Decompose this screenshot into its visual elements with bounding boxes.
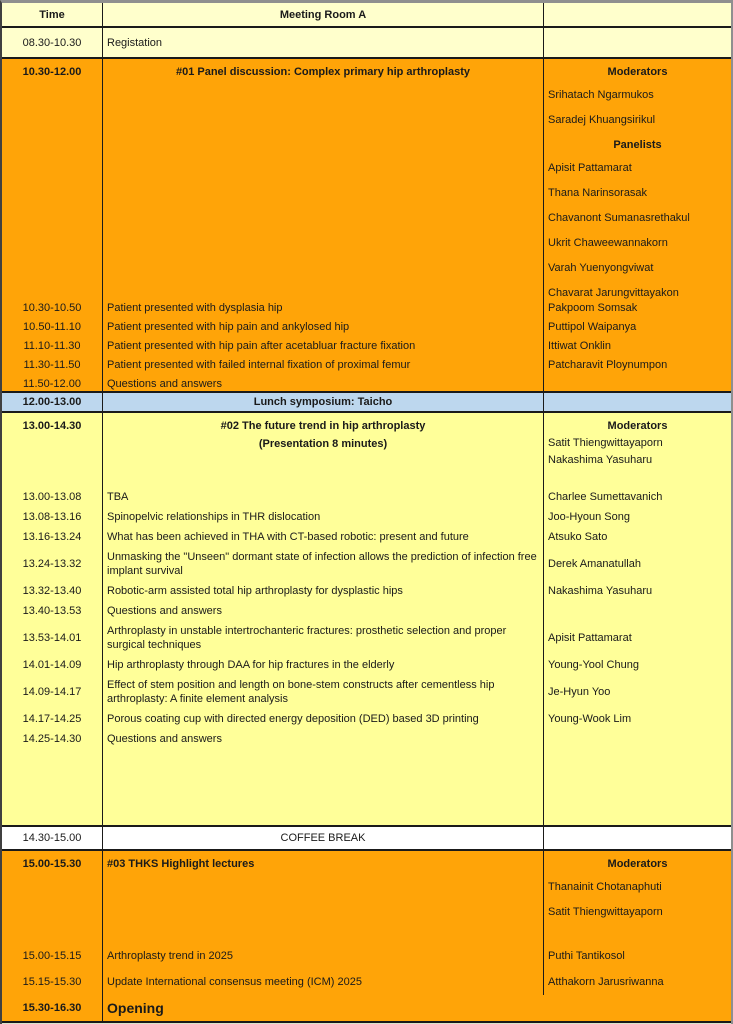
agenda-speaker: Puthi Tantikosol	[543, 943, 731, 969]
moderator-name: Satit Thiengwittayaporn	[548, 437, 663, 449]
session1-title: #01 Panel discussion: Complex primary hip arthroplasty	[175, 66, 471, 78]
session1-time: 10.30-12.00	[22, 66, 82, 78]
agenda-row	[2, 581, 731, 601]
agenda-topic: Patient presented with failed internal fixation of proximal femur	[102, 355, 543, 375]
agenda-time: 14.09-14.17	[22, 686, 82, 698]
moderator-name: Satit Thiengwittayaporn	[548, 906, 663, 918]
registration-row	[2, 28, 731, 57]
agenda-speaker: Young-Wook Lim	[543, 709, 731, 729]
opening-row	[2, 995, 731, 1021]
agenda-topic: Questions and answers	[102, 601, 543, 621]
agenda-speaker: Atthakorn Jarusriwanna	[543, 969, 731, 995]
session3-time: 15.00-15.30	[22, 858, 82, 870]
moderators-label: Moderators	[607, 420, 668, 432]
agenda-row	[2, 621, 731, 655]
agenda-time: 13.08-13.16	[22, 511, 82, 523]
agenda-topic: TBA	[102, 487, 543, 507]
lunch-label: Lunch symposium: Taicho	[102, 393, 543, 411]
agenda-topic: Robotic-arm assisted total hip arthroplasty for dysplastic hips	[102, 581, 543, 601]
agenda-time: 10.30-10.50	[22, 302, 82, 314]
agenda-speaker: Je-Hyun Yoo	[543, 675, 731, 709]
time-column-header: Time	[39, 8, 65, 21]
agenda-row	[2, 336, 731, 355]
moderator-name: Nakashima Yasuharu	[548, 454, 653, 466]
opening-time: 15.30-16.30	[22, 1002, 82, 1014]
coffee-label: COFFEE BREAK	[102, 827, 543, 849]
agenda-topic: Update International consensus meeting (ICM) 2025	[102, 969, 543, 995]
agenda-speaker	[543, 729, 731, 749]
agenda-row	[2, 969, 731, 995]
agenda-row	[2, 675, 731, 709]
moderators-label: Moderators	[607, 66, 668, 78]
session1-header	[2, 59, 731, 298]
session3-header	[2, 851, 731, 943]
agenda-topic: Questions and answers	[102, 374, 543, 394]
panelist-name: Thana Narinsorasak	[548, 187, 648, 199]
coffee-time: 14.30-15.00	[22, 832, 82, 844]
agenda-time: 10.50-11.10	[23, 321, 81, 333]
coffee-row	[2, 825, 731, 851]
moderators-label: Moderators	[607, 858, 668, 870]
agenda-time: 14.17-14.25	[22, 713, 82, 725]
agenda-topic: Patient presented with hip pain after acetabluar fracture fixation	[102, 336, 543, 356]
agenda-row	[2, 487, 731, 507]
agenda-speaker: Apisit Pattamarat	[543, 621, 731, 655]
agenda-time: 11.30-11.50	[23, 359, 81, 371]
coffee-speaker-cell	[543, 827, 731, 849]
agenda-topic: Porous coating cup with directed energy deposition (DED) based 3D printing	[102, 709, 543, 729]
agenda-topic: Effect of stem position and length on bone-stem constructs after cementless hip arthroplasty: A finite element analysis	[102, 675, 543, 709]
agenda-time: 13.40-13.53	[22, 605, 82, 617]
agenda-topic: Spinopelvic relationships in THR dislocation	[102, 507, 543, 527]
panelists-label: Panelists	[613, 139, 662, 151]
agenda-topic: What has been achieved in THA with CT-based robotic: present and future	[102, 527, 543, 547]
header-row	[2, 3, 731, 28]
agenda-row	[2, 317, 731, 336]
agenda-speaker: Puttipol Waipanya	[543, 317, 731, 337]
lunch-row	[2, 391, 731, 413]
session1-people	[544, 59, 731, 300]
agenda-speaker: Nakashima Yasuharu	[543, 581, 731, 601]
session3-section	[2, 851, 731, 1021]
agenda-speaker: Atsuko Sato	[543, 527, 731, 547]
agenda-topic: Patient presented with hip pain and ankylosed hip	[102, 317, 543, 337]
lunch-speaker-cell	[543, 393, 731, 411]
room-column-header: Meeting Room A	[102, 3, 543, 26]
agenda-speaker: Patcharavit Ploynumpon	[543, 355, 731, 375]
agenda-speaker: Joo-Hyoun Song	[543, 507, 731, 527]
agenda-row	[2, 298, 731, 317]
moderator-name: Thanainit Chotanaphuti	[548, 881, 662, 893]
agenda-row	[2, 355, 731, 374]
session2-section	[2, 413, 731, 825]
panelist-name: Apisit Pattamarat	[548, 162, 632, 174]
panelist-name: Chavarat Jarungvittayakon	[548, 287, 679, 299]
agenda-topic: Arthroplasty in unstable intertrochanteric fractures: prosthetic selection and proper surgical techniques	[102, 621, 543, 655]
agenda-row	[2, 507, 731, 527]
agenda-time: 11.10-11.30	[23, 340, 81, 352]
session1-section	[2, 57, 731, 391]
session2-filler	[2, 749, 731, 825]
agenda-time: 13.24-13.32	[22, 558, 82, 570]
lunch-time: 12.00-13.00	[22, 396, 82, 408]
agenda-time: 15.00-15.15	[22, 950, 82, 962]
agenda-speaker: Young-Yool Chung	[543, 655, 731, 675]
panelist-name: Chavanont Sumanasrethakul	[548, 212, 690, 224]
agenda-time: 15.15-15.30	[22, 976, 82, 988]
session2-title: #02 The future trend in hip arthroplasty	[220, 420, 426, 432]
session3-people	[544, 851, 731, 919]
agenda-speaker: Ittiwat Onklin	[543, 336, 731, 356]
agenda-row	[2, 729, 731, 749]
agenda-time: 13.16-13.24	[22, 531, 82, 543]
agenda-topic: Questions and answers	[102, 729, 543, 749]
agenda-speaker: Charlee Sumettavanich	[543, 487, 731, 507]
agenda-topic: Unmasking the "Unseen" dormant state of infection allows the prediction of infection free implant survival	[102, 547, 543, 581]
agenda-row	[2, 547, 731, 581]
agenda-topic: Hip arthroplasty through DAA for hip fractures in the elderly	[102, 655, 543, 675]
agenda-row	[2, 527, 731, 547]
agenda-time: 14.25-14.30	[22, 733, 82, 745]
agenda-row	[2, 601, 731, 621]
registration-speaker-cell	[543, 28, 731, 57]
agenda-row	[2, 709, 731, 729]
panelist-name: Ukrit Chaweewannakorn	[548, 237, 668, 249]
agenda-row	[2, 943, 731, 969]
panelist-name: Varah Yuenyongviwat	[548, 262, 654, 274]
session2-people	[544, 413, 731, 467]
agenda-topic: Patient presented with dysplasia hip	[102, 298, 543, 318]
session3-title: #03 THKS Highlight lectures	[107, 858, 255, 870]
agenda-time: 13.00-13.08	[22, 491, 82, 503]
agenda-speaker: Derek Amanatullah	[543, 547, 731, 581]
agenda-speaker	[543, 601, 731, 621]
agenda-row	[2, 655, 731, 675]
session2-time: 13.00-14.30	[22, 420, 82, 432]
agenda-time: 14.01-14.09	[22, 659, 82, 671]
moderator-name: Saradej Khuangsirikul	[548, 114, 656, 126]
agenda-speaker: Pakpoom Somsak	[543, 298, 731, 318]
registration-time: 08.30-10.30	[22, 36, 82, 49]
registration-label: Registation	[107, 36, 163, 49]
agenda-time: 11.50-12.00	[23, 378, 81, 390]
agenda-time: 13.53-14.01	[22, 632, 82, 644]
opening-label: Opening	[107, 1000, 164, 1016]
session2-header	[2, 413, 731, 487]
moderator-name: Srihatach Ngarmukos	[548, 89, 654, 101]
speaker-column-header	[543, 3, 731, 26]
agenda-topic: Arthroplasty trend in 2025	[102, 943, 543, 969]
agenda-time: 13.32-13.40	[22, 585, 82, 597]
session2-subtitle: (Presentation 8 minutes)	[258, 438, 388, 450]
